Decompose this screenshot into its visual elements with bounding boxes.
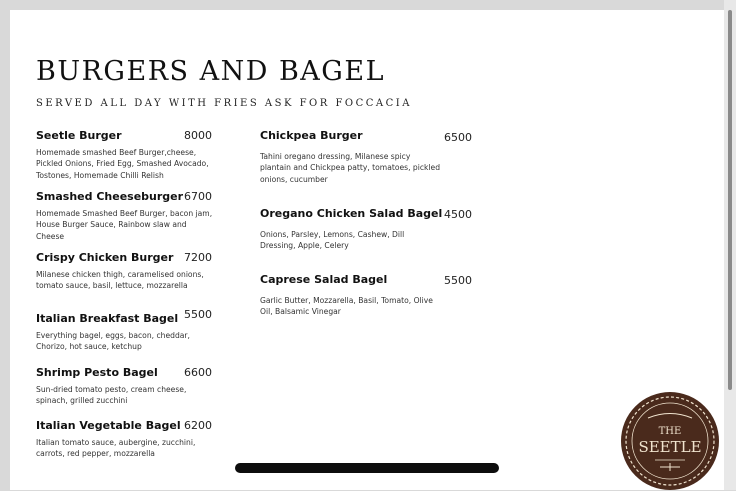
menu-page (10, 10, 724, 490)
item-price: 7200 (184, 251, 212, 264)
menu-item-smashed-cheeseburger (36, 190, 216, 242)
item-price: 6500 (444, 131, 472, 144)
item-description: Milanese chicken thigh, caramelised onions, tomato sauce, basil, lettuce, mozzarella (36, 270, 204, 291)
menu-item-italian-vegetable-bagel (36, 419, 216, 460)
menu-item-shrimp-pesto-bagel (36, 366, 216, 407)
scrollbar-track[interactable] (724, 0, 736, 490)
menu-subtitle: SERVED ALL DAY WITH FRIES ASK FOR FOCCACIA (36, 98, 412, 109)
item-description: Onions, Parsley, Lemons, Cashew, Dill Dressing, Apple, Celery (260, 230, 405, 251)
item-description: Homemade smashed Beef Burger,cheese, Pickled Onions, Fried Egg, Smashed Avocado, Tostones, Homemade Chilli Relish (36, 148, 209, 180)
item-price: 4500 (444, 208, 472, 221)
item-description: Homemade Smashed Beef Burger, bacon jam, House Burger Sauce, Rainbow slaw and Cheese (36, 209, 213, 241)
item-price: 6200 (184, 419, 212, 432)
item-name: Oregano Chicken Salad Bagel (260, 207, 443, 220)
item-description: Italian tomato sauce, aubergine, zucchini, carrots, red pepper, mozzarella (36, 438, 196, 459)
menu-item-caprese-salad-bagel (260, 273, 472, 318)
menu-item-oregano-chicken-salad-bagel (260, 207, 472, 252)
item-price: 5500 (184, 308, 212, 321)
logo-text-the: THE (658, 426, 682, 437)
item-name: Italian Breakfast Bagel (36, 312, 179, 325)
menu-item-italian-breakfast-bagel (36, 308, 216, 353)
item-description: Sun-dried tomato pesto, cream cheese, spinach, grilled zucchini (36, 385, 187, 406)
item-price: 5500 (444, 274, 472, 287)
item-price: 6600 (184, 366, 212, 379)
menu-title: BURGERS AND BAGEL (36, 56, 386, 87)
menu-item-seetle-burger (36, 129, 216, 181)
item-name: Seetle Burger (36, 129, 122, 142)
logo-text-seetle: SEETLE (638, 438, 702, 456)
item-name: Crispy Chicken Burger (36, 251, 174, 264)
scrollbar-thumb[interactable] (728, 10, 732, 390)
menu-item-chickpea-burger (260, 129, 472, 185)
home-indicator-bar[interactable] (235, 463, 499, 473)
item-description: Garlic Butter, Mozzarella, Basil, Tomato, Olive Oil, Balsamic Vinegar (260, 296, 433, 317)
item-price: 6700 (184, 190, 212, 203)
item-name: Chickpea Burger (260, 129, 363, 142)
seetle-logo (620, 391, 720, 491)
menu-item-crispy-chicken-burger (36, 251, 216, 292)
item-name: Italian Vegetable Bagel (36, 419, 181, 432)
item-price: 8000 (184, 129, 212, 142)
item-name: Shrimp Pesto Bagel (36, 366, 158, 379)
item-description: Everything bagel, eggs, bacon, cheddar, Chorizo, hot sauce, ketchup (36, 331, 190, 352)
item-description: Tahini oregano dressing, Milanese spicy plantain and Chickpea patty, tomatoes, pickled onions, cucumber (260, 152, 441, 184)
item-name: Caprese Salad Bagel (260, 273, 388, 286)
item-name: Smashed Cheeseburger (36, 190, 184, 203)
